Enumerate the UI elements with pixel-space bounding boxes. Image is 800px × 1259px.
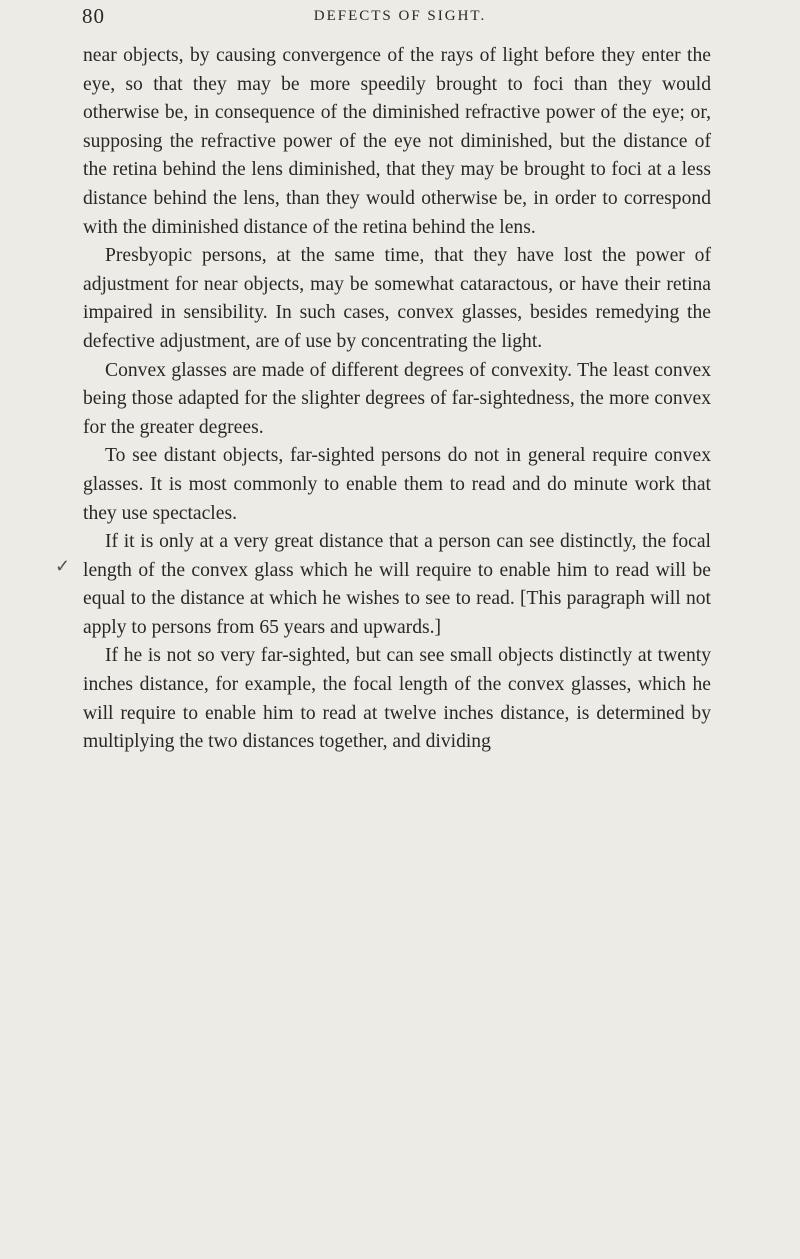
margin-check-mark: ✓ <box>55 556 71 576</box>
page-number: 80 <box>82 4 105 28</box>
paragraph: If it is only at a very great distance that a person can see distinctly, the focal length of the convex glass which he will require to enable him to read will be equal to the distance at which he wishes to see to read. [This paragraph will not apply to persons from 65 years and upwards.] <box>83 531 711 638</box>
paragraph: near objects, by causing convergence of the rays of light before they enter the eye, so that they may be more speedily brought to foci than they would otherwise be, in consequence of the diminished refractive power of the eye; or, supposing the refractive power of the eye not diminished, but the distance of the retina behind the lens diminished, that they may be brought to foci at a less distance behind the lens, than they would otherwise be, in order to correspond with the diminished distance of the retina behind the lens. <box>83 45 711 238</box>
page-header <box>0 4 800 34</box>
paragraph: To see distant objects, far-sighted persons do not in general require convex glasses. It is most commonly to enable them to read and do minute work that they use spectacles. <box>83 445 711 524</box>
paragraph: Convex glasses are made of different degrees of convexity. The least convex being those adapted for the slighter degrees of far-sightedness, the more convex for the greater degrees. <box>83 359 711 438</box>
paragraph: If he is not so very far-sighted, but can see small objects distinctly at twenty inches distance, for example, the focal length of the convex glasses, which he will require to enable him to read at twelve inches distance, is determined by multiplying the two distances together, and dividing <box>83 645 711 753</box>
body-text <box>83 42 711 757</box>
paragraph: Presbyopic persons, at the same time, that they have lost the power of adjustment for near objects, may be somewhat cataractous, or have their retina impaired in sensibility. In such cases, convex glasses, besides remedying the defective adjustment, are of use by concentrating the light. <box>83 245 711 352</box>
running-head: DEFECTS OF SIGHT. <box>313 8 487 24</box>
